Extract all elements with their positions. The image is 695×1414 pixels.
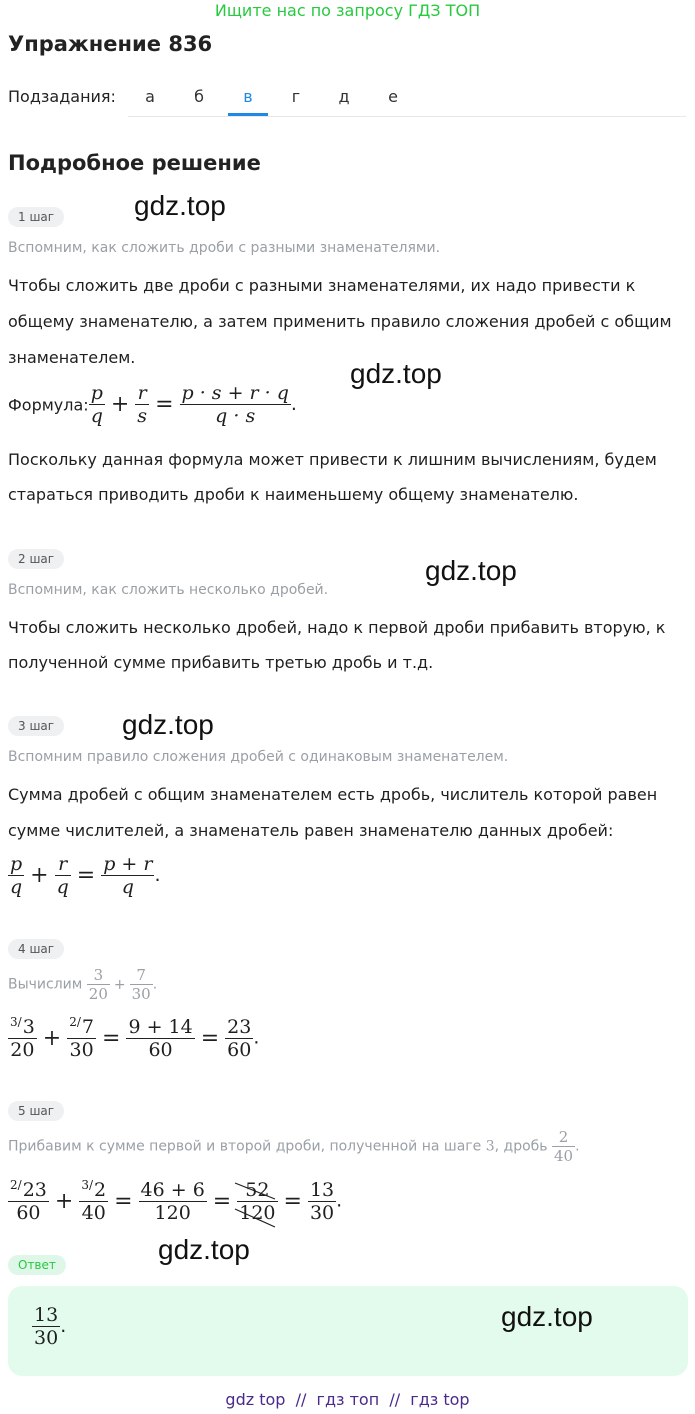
formula-line (8, 382, 297, 427)
computation: $\frac{^{2/}23}{60}$ + $\frac{^{3/}2}{40}$ = $\frac{46 + 6}{120}$ = $\frac{52}{120}$ = $\frac{13}{30}$ . (8, 1178, 342, 1224)
step-badge: 5 шаг (8, 1101, 64, 1121)
step-badge: 4 шаг (8, 939, 64, 959)
step-hint: Вспомним, как сложить дроби с разными знаменателями. (8, 240, 441, 256)
watermark: gdz.top (158, 1234, 250, 1265)
footer-links[interactable]: gdz top // гдз топ // гдз top (225, 1390, 470, 1409)
tab-b[interactable]: б (194, 87, 204, 106)
answer-numerator: 13 (34, 1304, 59, 1326)
step-hint: Вспомним, как сложить несколько дробей. (8, 582, 329, 598)
hint-step-number: 3 (485, 1138, 495, 1155)
page-title: Упражнение 836 (8, 32, 213, 56)
tab-a[interactable]: а (145, 87, 155, 106)
tab-d[interactable]: д (338, 87, 350, 106)
step-hint: Вспомним правило сложения дробей с одинаковым знаменателем. (8, 749, 509, 765)
subtask-tabs (128, 82, 686, 117)
step-hint: Прибавим к сумме первой и второй дроби, полученной на шаге 3, дробь $\frac{2}{40}$ . (8, 1128, 580, 1165)
step-text: полученной сумме прибавить третью дробь и т.д. (8, 653, 434, 672)
solution-heading: Подробное решение (8, 151, 261, 175)
hint-text: Прибавим к сумме первой и второй дроби, полученной на шаге (8, 1138, 482, 1155)
watermark: gdz.top (134, 190, 226, 221)
cancelled-fraction: $\frac{52}{120}$ (237, 1179, 277, 1224)
watermark: gdz.top (501, 1301, 593, 1332)
tab-v[interactable]: в (243, 87, 253, 106)
answer-denominator: 30 (34, 1327, 59, 1349)
computation: $\frac{^{3/}3}{20}$ + $\frac{^{2/}7}{30}$ = $\frac{9 + 14}{60}$ = $\frac{23}{60}$ . (10, 1015, 260, 1061)
step-badge: 3 шаг (8, 716, 64, 736)
formula: $\frac{p}{q}$ + $\frac{r}{s}$ = $\frac{p \cdot s + r \cdot q}{q \cdot s}$ . (90, 382, 297, 427)
subtasks-label: Подзадания: (8, 87, 116, 106)
step-text: знаменателем. (8, 348, 136, 367)
hint-text: Вычислим (8, 976, 83, 993)
watermark: gdz.top (350, 358, 442, 389)
answer-value: $\frac{13}{30}$ . (34, 1304, 67, 1349)
watermark: gdz.top (425, 555, 517, 586)
strike-lines (233, 1179, 279, 1231)
active-tab-indicator (228, 113, 268, 116)
step-text: сумме числителей, а знаменатель равен знаменателю данных дробей: (8, 821, 614, 840)
step-badge: 2 шаг (8, 549, 64, 569)
watermark: gdz.top (122, 709, 214, 740)
search-hint-link[interactable]: Ищите нас по запросу ГДЗ ТОП (214, 1, 481, 20)
tab-e[interactable]: е (388, 87, 398, 106)
step-badge: 1 шаг (8, 207, 64, 227)
tab-g[interactable]: г (291, 87, 301, 106)
step-text: Сумма дробей с общим знаменателем есть дробь, числитель которой равен (8, 785, 658, 804)
step-text: Чтобы сложить две дроби с разными знаменателями, их надо привести к (8, 276, 636, 295)
hint-text: , дробь (494, 1138, 548, 1155)
answer-badge: Ответ (8, 1255, 66, 1275)
step-text: Чтобы сложить несколько дробей, надо к первой дроби прибавить вторую, к (8, 618, 666, 637)
formula-label: Формула: (8, 395, 89, 415)
answer-box (8, 1286, 688, 1376)
formula: $\frac{p}{q}$ + $\frac{r}{q}$ = $\frac{p + r}{q}$ . (10, 853, 161, 898)
step-text: Поскольку данная формула может привести к лишним вычислениям, будем (8, 450, 657, 469)
step-text: стараться приводить дроби к наименьшему общему знаменателю. (8, 485, 579, 504)
step-hint: Вычислим $\frac{3}{20}$ + $\frac{7}{30}$ . (8, 966, 158, 1003)
step-text: общему знаменателю, а затем применить правило сложения дробей с общим (8, 312, 672, 331)
